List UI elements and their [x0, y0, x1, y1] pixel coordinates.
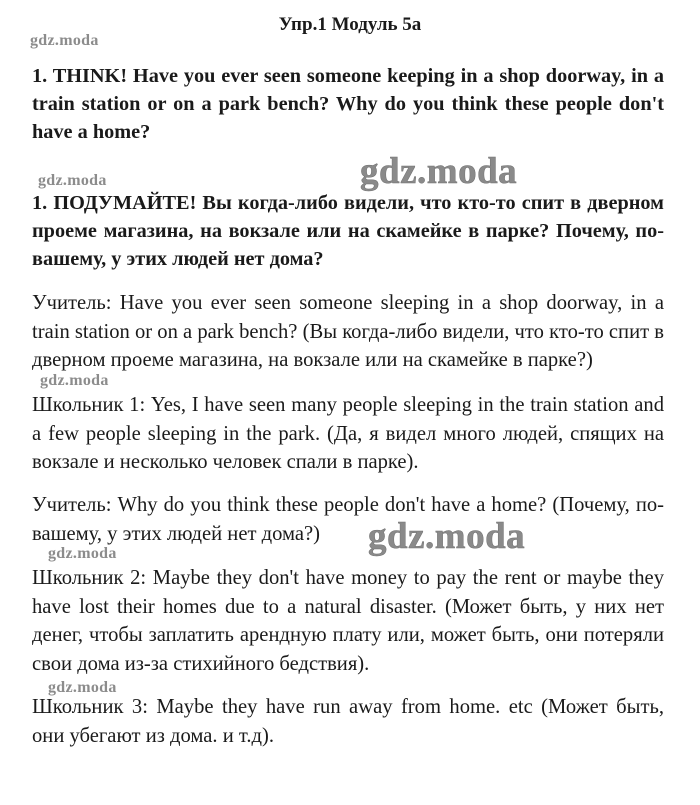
watermark-large: gdz.moda: [360, 151, 518, 192]
watermark: gdz.moda: [48, 545, 117, 562]
dialogue-student-3: Школьник 3: Maybe they have run away from home. etc (Может быть, они убегают из дома. и т.д).: [32, 696, 664, 747]
dialogue-student-2: Школьник 2: Maybe they don't have money to pay the rent or maybe they have lost their homes due to a natural disaster. (Может быть, у них нет денег, чтобы заплатить арендную плату или, может быть, они потеряли свои дома из-за стихийного бедствия).: [32, 567, 664, 675]
task-russian: 1. ПОДУМАЙТЕ! Вы когда-либо видели, что кто-то спит в дверном проеме магазина, на вокзале или на скамейке в парке? Почему, по-вашему, у этих людей нет дома?: [32, 192, 664, 270]
watermark: gdz.moda: [48, 679, 117, 696]
dialogue-teacher-2: Учитель: Why do you think these people don't have a home? (Почему, по-вашему, у этих людей нет дома?): [32, 494, 664, 545]
watermark: gdz.moda: [38, 172, 107, 189]
page-title: Упр.1 Модуль 5а: [278, 14, 422, 35]
dialogue-teacher-1: Учитель: Have you ever seen someone sleeping in a shop doorway, in a train station or on a park bench? (Вы когда-либо видели, что кто-то спит в дверном проеме магазина, на вокзале или на скамейке в парке?): [32, 292, 664, 371]
watermark: gdz.moda: [40, 372, 109, 389]
task-english: 1. THINK! Have you ever seen someone keeping in a shop doorway, in a train station or on a park bench? Why do you think these people don't have a home?: [32, 65, 664, 143]
dialogue-student-1: Школьник 1: Yes, I have seen many people sleeping in the train station and a few people sleeping in the park. (Да, я видел много людей, спящих на вокзале и несколько человек спали в парке).: [32, 394, 664, 473]
watermark: gdz.moda: [30, 32, 99, 49]
watermark-large: gdz.moda: [368, 516, 526, 557]
